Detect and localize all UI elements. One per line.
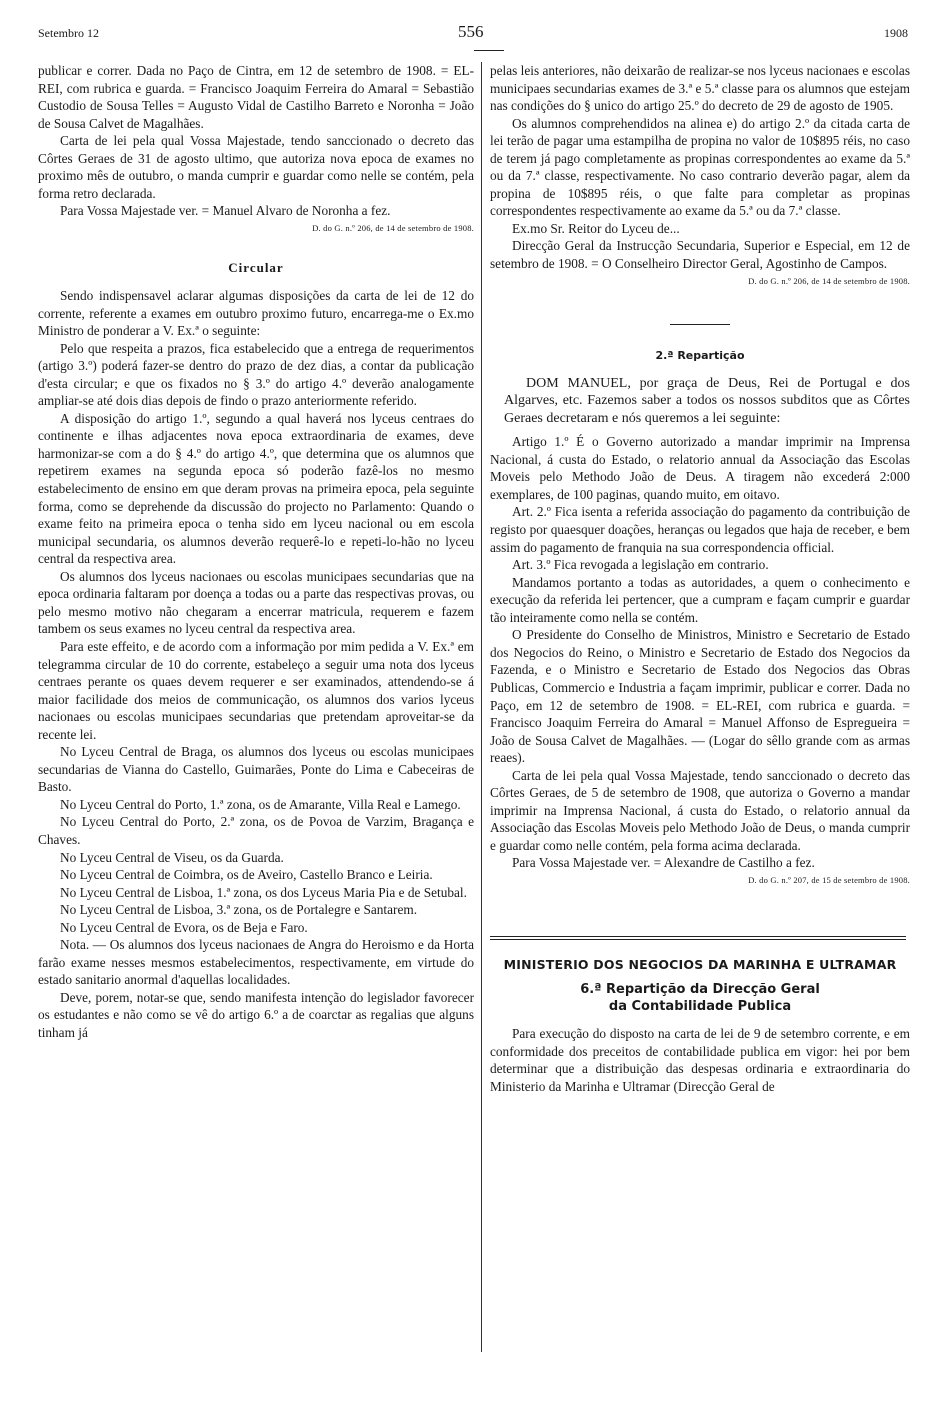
paragraph: Os alumnos dos lyceus nacionaes ou escolas municipaes secundarias que na epoca ordinaria faltaram por doença a todas ou a parte das respectivas provas, ou pelo mesmo motivo não chegaram a encerrar matricula, requerem e fazem tambem os seus exames no lyceu central da respectiva area. — [38, 568, 474, 637]
paragraph: Para execução do disposto na carta de lei de 9 de setembro corrente, e em conformidade dos preceitos de contabilidade publica em vigor: hei por bem determinar que a distribuição das despesas ordinaria e extraordinaria do Ministerio da Marinha e Ultramar (Direcção Geral de — [490, 1026, 910, 1094]
section-heading-2a-reparticao: 2.ª Repartição — [655, 349, 745, 363]
source-citation: D. do G. n.º 206, de 14 de setembro de 1908. — [748, 275, 910, 286]
paragraph: No Lyceu Central de Evora, os de Beja e Faro. — [60, 919, 308, 935]
paragraph: No Lyceu Central de Lisboa, 1.ª zona, os dos Lyceus Maria Pia e de Setubal. — [60, 884, 467, 900]
left-column — [38, 62, 474, 1356]
paragraph: Os alumnos comprehendidos na alinea e) do artigo 2.º da citada carta de lei terão de pagar uma estampilha de propina no valor de 10$895 réis, no caso de terem já pago completamente as propinas correspondentes ao exame da 5.ª ou da 7.ª classe, respectivamente. No caso contrario deverão pagar, alem da propina de 10$895 réis, o que falte para completar as propinas correspondentes respectivamente ao exame da 5.ª ou da 7.ª classe. — [490, 115, 910, 219]
paragraph: Carta de lei pela qual Vossa Majestade, tendo sanccionado o decreto das Côrtes Geraes, de 5 de setembro de 1908, que autoriza o Governo a mandar imprimir na Imprensa Nacional, á custa do Estado, o relatorio annual da Associação das Escolas Moveis pelo Methodo João de Deus, o manda cumprir e guardar como nelle contém, pela forma acima declarada. — [490, 767, 910, 853]
reparticao-heading-line1: 6.ª Repartição da Direcção Geral — [580, 982, 820, 998]
page-number: 556 — [458, 22, 484, 41]
header-year: 1908 — [884, 26, 908, 40]
paragraph: Ex.mo Sr. Reitor do Lyceu de... — [512, 220, 680, 236]
paragraph: No Lyceu Central de Lisboa, 3.ª zona, os de Portalegre e Santarem. — [60, 902, 418, 918]
ministry-rule-bottom — [490, 939, 906, 940]
reparticao-heading — [490, 981, 910, 1015]
paragraph: No Lyceu Central do Porto, 2.ª zona, os de Povoa de Varzim, Bragança e Chaves. — [38, 814, 474, 847]
source-citation: D. do G. n.º 206, de 14 de setembro de 1908. — [312, 222, 474, 233]
paragraph: O Presidente do Conselho de Ministros, Ministro e Secretario de Estado dos Negocios do Reino, o Ministro e Secretario de Estado dos Negocios da Fazenda, e o Ministro e Secretario de Estado dos Negocios das Obras Publicas, Commercio e Industria a façam imprimir, publicar e correr. Dada no Paço, em 12 de setembro de 1908. = EL-REI, com rubrica e guarda. = Francisco Joaquim Ferreira do Amaral = Manuel Affonso de Espregueira = João de Sousa Calvet de Magalhães. — (Logar do sêllo grande com as armas reaes). — [490, 627, 910, 766]
paragraph: Direcção Geral da Instrucção Secundaria, Superior e Especial, em 12 de setembro de 1908. = O Conselheiro Director Geral, Agostinho de Campos. — [490, 238, 910, 272]
royal-preamble: DOM MANUEL, por graça de Deus, Rei de Portugal e dos Algarves, etc. Fazemos saber a todos os nossos subditos que as Côrtes Geraes decretaram e nós queremos a lei seguinte: — [504, 375, 910, 426]
paragraph: Deve, porem, notar-se que, sendo manifesta intenção do legislador favorecer os estudantes e não como se vê do artigo 6.º a de coarctar as regalias que alguns tinham já — [38, 989, 474, 1040]
paragraph: publicar e correr. Dada no Paço de Cintra, em 12 de setembro de 1908. = EL-REI, com rubrica e guarda. = Francisco Joaquim Ferreira do Amaral = Sebastião Custodio de Sousa Telles = Augusto Vidal de Castilho Barreto e Noronha = João de Sousa Calvet de Magalhães. — [38, 63, 474, 131]
article: Art. 3.º Fica revogada a legislação em contrario. — [512, 557, 769, 573]
page-header — [38, 22, 908, 44]
header-rule — [474, 50, 504, 51]
article: Art. 2.º Fica isenta a referida associação do pagamento da contribuição de registo por quaesquer doações, heranças ou legados que haja de receber, e bem assim do pagamento de franquia na sua correspondencia official. — [490, 504, 910, 555]
paragraph: Nota. — Os alumnos dos lyceus nacionaes de Angra do Heroismo e da Horta farão exame nesses mesmos estabelecimentos, respectivamente, em virtude do estado sanitario anormal d'aquellas localidades. — [38, 937, 474, 988]
paragraph: pelas leis anteriores, não deixarão de realizar-se nos lyceus nacionaes e escolas municipaes secundarias exames de 3.ª e 5.ª classe para os alumnos que estejam nas condições do § unico do artigo 25.º do decreto de 29 de agosto de 1905. — [490, 63, 910, 114]
section-divider — [670, 324, 730, 325]
paragraph: Carta de lei pela qual Vossa Majestade, tendo sanccionado o decreto das Côrtes Geraes de 31 de agosto ultimo, que autoriza nova epoca de exames no proximo mês de outubro, o manda cumprir e guardar como nelle se contém, pela forma retro declarada. — [38, 133, 474, 201]
section-heading-circular: Circular — [228, 260, 284, 276]
paragraph: No Lyceu Central de Coimbra, os de Aveiro, Castello Branco e Leiria. — [60, 867, 433, 883]
right-column — [490, 62, 910, 1356]
paragraph: Pelo que respeita a prazos, fica estabelecido que a entrega de requerimentos (artigo 3.º) poderá fazer-se dentro do prazo de dez dias, a contar da publicação d'esta circular; e que os fixados no § 3.º do artigo 4.º deverão analogamente ampliar-se até dois dias depois de findo o prazo anteriormente referido. — [38, 340, 474, 409]
source-citation: D. do G. n.º 207, de 15 de setembro de 1908. — [748, 874, 910, 885]
paragraph: Para Vossa Majestade ver. = Manuel Alvaro de Noronha a fez. — [60, 203, 391, 219]
paragraph: Mandamos portanto a todas as autoridades, a quem o conhecimento e execução da referida lei pertencer, que a cumpram e façam cumprir e guardar tão inteiramente como nella se contém. — [490, 574, 910, 625]
paragraph: No Lyceu Central de Viseu, os da Guarda. — [60, 849, 284, 865]
header-date: Setembro 12 — [38, 26, 99, 40]
paragraph: Sendo indispensavel aclarar algumas disposições da carta de lei de 12 do corrente, referente a exames em outubro proximo futuro, encarrega-me o Ex.mo Ministro de ponderar a V. Ex.ª o seguinte: — [38, 288, 474, 339]
paragraph: No Lyceu Central de Braga, os alumnos dos lyceus ou escolas municipaes secundarias de Vianna do Castello, Guimarães, Ponte do Lima e Cabeceiras de Basto. — [38, 744, 474, 795]
paragraph: No Lyceu Central do Porto, 1.ª zona, os de Amarante, Villa Real e Lamego. — [60, 796, 461, 812]
paragraph: Para Vossa Majestade ver. = Alexandre de Castilho a fez. — [512, 855, 815, 871]
reparticao-heading-line2: da Contabilidade Publica — [608, 999, 792, 1015]
ministry-rule-top — [490, 936, 906, 937]
paragraph: A disposição do artigo 1.º, segundo a qual haverá nos lyceus centraes do continente e ilhas adjacentes nova epoca extraordinaria de exames, deve harmonizar-se com a do § 4.º do artigo 4.º, que determina que os alumnos que repetirem exames na segunda epoca só poderão fazê-los no mesmo estabelecimento de ensino em que deram provas na primeira epoca, pela seguinte forma, como se deprehende da discussão do projecto no Parlamento: Quando o exame feito na primeira epoca o tenha sido em lyceu nacional ou em escola municipal secundaria, os alumnos deverão requerê-lo e repeti-lo-hão no lyceu central da respectiva area. — [38, 410, 474, 567]
ministry-heading: MINISTERIO DOS NEGOCIOS DA MARINHA E ULTRAMAR — [503, 956, 897, 972]
column-divider — [481, 62, 482, 1352]
paragraph: Para este effeito, e de acordo com a informação por mim pedida a V. Ex.ª em telegramma circular de 10 do corrente, estabeleço a seguir uma nota dos lyceus centraes perante os quaes devem requerer e ser examinados, attendendo-se á maior facilidade dos meios de communicação, os alumnos dos varios lyceus nacionaes ou escolas municipaes secundarias que pretendam aproveitar-se da recente lei. — [38, 638, 474, 742]
article: Artigo 1.º É o Governo autorizado a mandar imprimir na Imprensa Nacional, á custa do Estado, o relatorio annual da Associação das Escolas Moveis pelo Methodo João de Deus. A tiragem não excederá 2:000 exemplares, de 100 paginas, quando muito, em oitavo. — [490, 434, 910, 502]
